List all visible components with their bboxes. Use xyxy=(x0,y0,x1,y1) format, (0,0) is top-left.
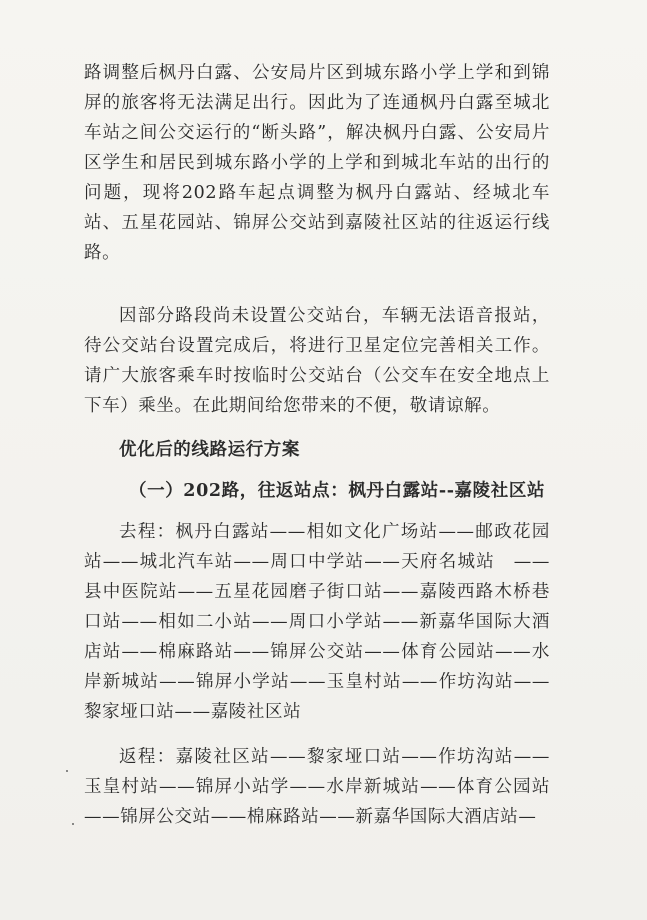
paragraph-route-adjustment: 路调整后枫丹白露、公安局片区到城东路小学上学和到锦屏的旅客将无法满足出行。因此为了连通枫丹白露至城北车站之间公交运行的“断头路”，解决枫丹白露、公安局片区学生和居民到城东路小学的上学和到城北车站的出行的问题，现将202路车起点调整为枫丹白露站、经城北车站、五星花园站、锦屏公交站到嘉陵社区站的往返运行线路。 xyxy=(84,63,550,263)
route-title: （一）202路，往返站点：枫丹白露站--嘉陵社区站 xyxy=(129,481,546,501)
paragraph-outbound-route: 去程：枫丹白露站——相如文化广场站——邮政花园站——城北汽车站——周口中学站——天府名城站 ——县中医院站——五星花园磨子街口站——嘉陵西路木桥巷口站——相如二小站——周口小学站——新嘉华国际大酒店站——棉麻路站——锦屏公交站——体育公园站——水岸新城站——锦屏小学站——玉皇村站——作坊沟站——黎家垭口站——嘉陵社区站 xyxy=(84,522,550,722)
paragraph-return-route: 返程：嘉陵社区站——黎家垭口站——作坊沟站——玉皇村站——锦屏小站学——水岸新城站——体育公园站——锦屏公交站——棉麻路站——新嘉华国际大酒店站— xyxy=(84,747,550,827)
section-title: 优化后的线路运行方案 xyxy=(119,440,300,460)
paragraph-notice: 因部分路段尚未设置公交站台，车辆无法语音报站，待公交站台设置完成后，将进行卫星定位完善相关工作。请广大旅客乘车时按临时公交站台（公交车在安全地点上下车）乘坐。在此期间给您带来的不便，敬请谅解。 xyxy=(84,306,550,416)
scan-speck xyxy=(66,770,68,772)
scan-speck xyxy=(72,823,74,825)
